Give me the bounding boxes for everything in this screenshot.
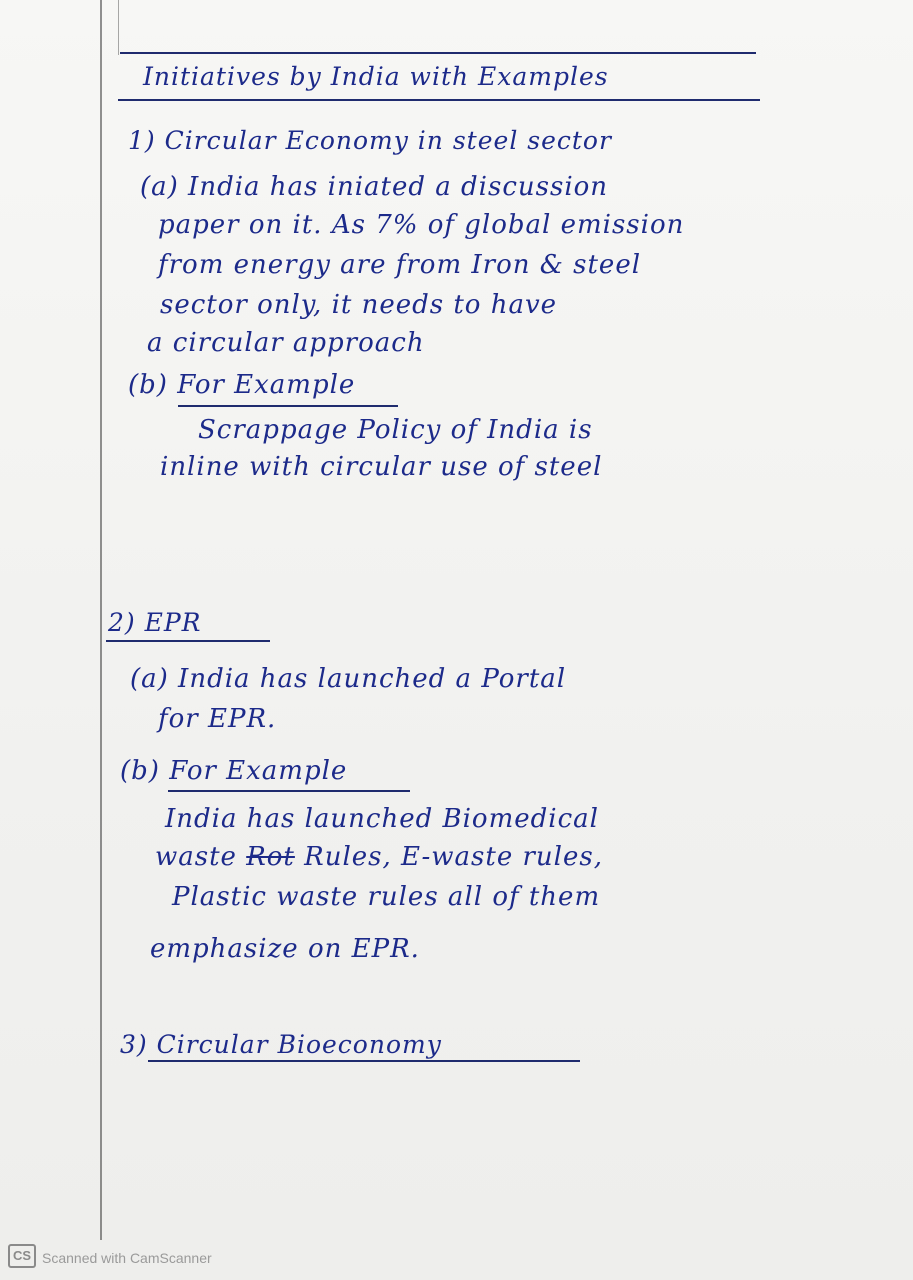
section-3-heading: 3) Circular Bioeconomy [120,1030,442,1059]
section-3-underline [148,1060,580,1062]
section-1-b-underline [178,405,398,407]
section-2-b-line-2-start: waste [155,842,237,872]
section-2-a-line-2: for EPR. [158,704,277,734]
title-bottom-rule [118,99,760,101]
margin-line [100,0,102,1240]
section-1-a-line-4: sector only, it needs to have [160,290,558,320]
section-1-a-line-5: a circular approach [147,328,425,358]
margin-line-top [118,0,119,55]
section-1-a-line-3: from energy are from Iron & steel [158,250,642,280]
section-1-b-label: (b) For Example [128,370,356,400]
section-2-b-line-2 [155,842,603,872]
section-2-b-line-2-end: Rules, E-waste rules, [304,842,603,872]
section-2-heading: 2) EPR [108,608,202,637]
camscanner-logo: CS [8,1244,36,1268]
section-2-b-line-4: emphasize on EPR. [150,934,420,964]
section-2-b-label: (b) For Example [120,756,348,786]
section-1-a-line-2: paper on it. As 7% of global emission [158,210,685,240]
struck-word: Rot [246,842,295,872]
section-2-b-underline [168,790,410,792]
section-1-a-line-1: (a) India has iniated a discussion [140,172,609,202]
section-1-heading: 1) Circular Economy in steel sector [128,126,612,155]
section-2-b-line-3: Plastic waste rules all of them [172,882,601,912]
page-title: Initiatives by India with Examples [143,62,609,91]
camscanner-watermark: Scanned with CamScanner [42,1250,212,1266]
section-1-b-line-2: inline with circular use of steel [160,452,603,482]
section-2-a-line-1: (a) India has launched a Portal [130,664,567,694]
title-top-rule [120,52,756,54]
section-2-b-line-1: India has launched Biomedical [165,804,599,834]
section-2-underline [106,640,270,642]
section-1-b-line-1: Scrappage Policy of India is [198,415,593,445]
